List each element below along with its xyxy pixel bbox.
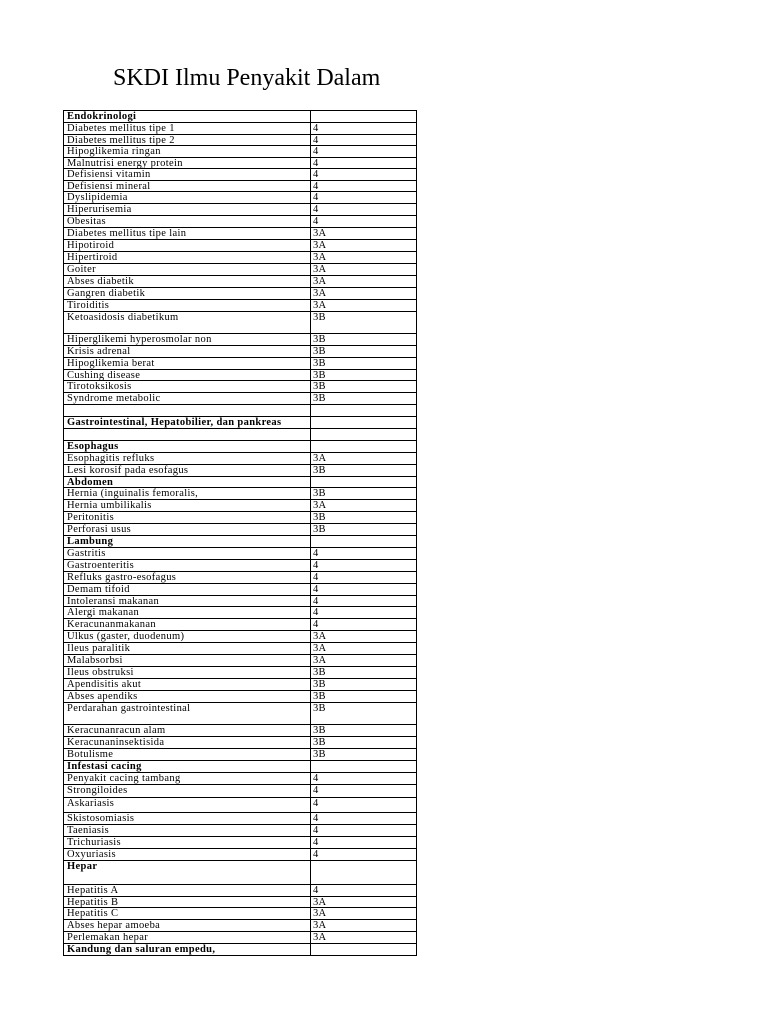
table-row [64, 380, 416, 392]
disease-name-cell: Botulisme [64, 749, 311, 760]
competency-level-cell: 3A [313, 252, 327, 263]
competency-level-cell: 3A [313, 920, 327, 931]
competency-level-cell: 3A [313, 631, 327, 642]
disease-name-cell: Syndrome metabolic [64, 393, 311, 404]
competency-level-cell: 3A [313, 655, 327, 666]
empty-row [64, 428, 416, 440]
page-title: SKDI Ilmu Penyakit Dalam [113, 65, 381, 91]
competency-level-cell: 4 [313, 619, 319, 630]
table-row [64, 157, 416, 168]
table-row [64, 772, 416, 784]
empty-row [64, 404, 416, 416]
disease-name-cell: Diabetes mellitus tipe 1 [64, 123, 311, 134]
competency-level-cell [311, 429, 416, 440]
competency-level-cell: 3B [313, 679, 326, 690]
competency-level-cell: 3A [313, 240, 327, 251]
disease-name-cell: Gastroenteritis [64, 560, 311, 571]
competency-level-cell: 3A [313, 897, 327, 907]
section-header-row [64, 440, 416, 452]
competency-level-cell: 4 [313, 584, 319, 595]
disease-name-cell: Abses apendiks [64, 691, 311, 702]
competency-level-cell: 3B [313, 488, 326, 499]
table-row [64, 180, 416, 191]
competency-level-cell: 3B [313, 512, 326, 523]
disease-name-cell: Hipoglikemia ringan [64, 146, 311, 157]
table-row [64, 275, 416, 287]
disease-name-cell: Peritonitis [64, 512, 311, 523]
competency-level-cell: 3B [313, 667, 326, 678]
section-header-row [64, 943, 416, 955]
table-row [64, 227, 416, 239]
disease-name-cell: Krisis adrenal [64, 346, 311, 357]
disease-name-cell: Esophagitis refluks [64, 453, 311, 464]
competency-level-cell [311, 536, 416, 547]
table-row [64, 487, 416, 499]
disease-name-cell: Hepatitis A [64, 885, 311, 896]
competency-level-cell: 3A [313, 276, 327, 287]
section-title: Esophagus [64, 441, 311, 452]
disease-name-cell: Cushing disease [64, 370, 311, 380]
competency-level-cell: 3B [313, 370, 326, 380]
competency-level-cell: 3B [313, 346, 326, 357]
competency-level-cell: 4 [313, 785, 319, 796]
table-row [64, 907, 416, 919]
table-row [64, 812, 416, 824]
competency-level-cell [311, 477, 416, 487]
competency-level-cell [311, 441, 416, 452]
disease-name-cell: Ulkus (gaster, duodenum) [64, 631, 311, 642]
table-row [64, 311, 416, 333]
table-row [64, 606, 416, 618]
table-row [64, 357, 416, 369]
section-header-row [64, 860, 416, 884]
table-row [64, 559, 416, 571]
competency-level-cell: 4 [313, 849, 319, 860]
section-header-row [64, 416, 416, 428]
competency-level-cell: 3A [313, 500, 327, 511]
table-row [64, 654, 416, 666]
table-row [64, 702, 416, 724]
table-row [64, 369, 416, 380]
disease-name-cell: Hernia umbilikalis [64, 500, 311, 511]
section-title: Abdomen [64, 477, 311, 487]
competency-level-cell [311, 861, 416, 884]
competency-level-cell: 3B [313, 381, 326, 392]
disease-name-cell: Lesi korosif pada esofagus [64, 465, 311, 476]
disease-name-cell: Apendisitis akut [64, 679, 311, 690]
competency-level-cell: 3A [313, 453, 327, 464]
table-row [64, 666, 416, 678]
competency-level-cell: 4 [313, 572, 319, 583]
competency-table [63, 110, 417, 956]
disease-name-cell: Hepatitis C [64, 908, 311, 919]
competency-level-cell: 4 [313, 169, 319, 180]
disease-name-cell: Abses hepar amoeba [64, 920, 311, 931]
disease-name-cell: Hepatitis B [64, 897, 311, 907]
disease-name-cell: Refluks gastro-esofagus [64, 572, 311, 583]
competency-level-cell: 4 [313, 560, 319, 571]
disease-name-cell: Demam tifoid [64, 584, 311, 595]
competency-level-cell [311, 417, 416, 428]
disease-name-cell: Ileus paralitik [64, 643, 311, 654]
disease-name-cell: Trichuriasis [64, 837, 311, 848]
section-title: Infestasi cacing [64, 761, 311, 772]
competency-level-cell: 3A [313, 643, 327, 654]
section-header-row [64, 760, 416, 772]
table-row [64, 784, 416, 797]
disease-name-cell: Dyslipidemia [64, 192, 311, 203]
table-row [64, 134, 416, 145]
disease-name-cell: Keracunanracun alam [64, 725, 311, 736]
table-row [64, 203, 416, 215]
section-header-row [64, 111, 416, 122]
competency-level-cell [311, 944, 416, 955]
disease-name-cell: Tiroiditis [64, 300, 311, 311]
disease-name-cell: Penyakit cacing tambang [64, 773, 311, 784]
disease-name-cell: Defisiensi vitamin [64, 169, 311, 180]
table-row [64, 239, 416, 251]
table-row [64, 583, 416, 595]
table-row [64, 523, 416, 535]
table-row [64, 919, 416, 931]
table-row [64, 499, 416, 511]
table-row [64, 824, 416, 836]
table-row [64, 642, 416, 654]
competency-level-cell: 3B [313, 465, 326, 476]
table-row [64, 452, 416, 464]
competency-level-cell [311, 761, 416, 772]
disease-name-cell: Oxyuriasis [64, 849, 311, 860]
table-row [64, 848, 416, 860]
competency-level-cell: 4 [313, 773, 319, 784]
competency-level-cell: 4 [313, 596, 319, 606]
competency-level-cell [311, 111, 416, 122]
table-row [64, 724, 416, 736]
competency-level-cell: 4 [313, 216, 319, 227]
section-title: Hepar [64, 861, 311, 884]
disease-name-cell: Intoleransi makanan [64, 596, 311, 606]
competency-level-cell: 4 [313, 548, 319, 559]
table-row [64, 736, 416, 748]
disease-name-cell: Tirotoksikosis [64, 381, 311, 392]
table-row [64, 595, 416, 606]
disease-name-cell: Malabsorbsi [64, 655, 311, 666]
disease-name-cell: Hipertiroid [64, 252, 311, 263]
competency-level-cell: 4 [313, 135, 319, 145]
competency-level-cell: 3B [313, 312, 326, 323]
competency-level-cell: 4 [313, 813, 319, 824]
table-row [64, 345, 416, 357]
disease-name-cell: Keracunanmakanan [64, 619, 311, 630]
competency-level-cell: 4 [313, 825, 319, 836]
competency-level-cell: 3A [313, 228, 327, 239]
competency-level-cell: 4 [313, 607, 319, 618]
competency-level-cell: 4 [313, 181, 319, 191]
competency-level-cell: 4 [313, 123, 319, 134]
table-row [64, 333, 416, 345]
table-row [64, 215, 416, 227]
table-row [64, 618, 416, 630]
section-header-row [64, 535, 416, 547]
table-row [64, 884, 416, 896]
disease-name-cell: Obesitas [64, 216, 311, 227]
section-title: Endokrinologi [64, 111, 311, 122]
competency-level-cell: 4 [313, 885, 319, 896]
disease-name-cell: Gastritis [64, 548, 311, 559]
section-title: Kandung dan saluran empedu, [64, 944, 311, 955]
disease-name-cell: Hipotiroid [64, 240, 311, 251]
competency-level-cell: 3B [313, 749, 326, 760]
competency-level-cell: 4 [313, 158, 319, 168]
competency-level-cell [311, 405, 416, 416]
competency-level-cell: 3B [313, 358, 326, 369]
table-row [64, 122, 416, 134]
table-row [64, 464, 416, 476]
disease-name-cell: Askariasis [64, 798, 311, 812]
table-row [64, 836, 416, 848]
table-row [64, 630, 416, 642]
table-row [64, 748, 416, 760]
table-row [64, 511, 416, 523]
competency-level-cell: 3A [313, 288, 327, 299]
disease-name-cell: Goiter [64, 264, 311, 275]
table-row [64, 251, 416, 263]
disease-name-cell: Malnutrisi energy protein [64, 158, 311, 168]
table-row [64, 896, 416, 907]
disease-name-cell: Gangren diabetik [64, 288, 311, 299]
disease-name-cell: Hipoglikemia berat [64, 358, 311, 369]
disease-name-cell [64, 405, 311, 416]
disease-name-cell: Alergi makanan [64, 607, 311, 618]
disease-name-cell: Diabetes mellitus tipe 2 [64, 135, 311, 145]
table-row [64, 931, 416, 943]
disease-name-cell: Ketoasidosis diabetikum [64, 312, 311, 333]
competency-level-cell: 4 [313, 798, 319, 809]
disease-name-cell: Keracunaninsektisida [64, 737, 311, 748]
competency-level-cell: 3B [313, 703, 326, 714]
competency-level-cell: 3B [313, 725, 326, 736]
table-row [64, 797, 416, 812]
section-title: Gastrointestinal, Hepatobilier, dan pankreas [64, 417, 311, 428]
competency-level-cell: 3B [313, 524, 326, 535]
competency-level-cell: 4 [313, 146, 319, 157]
competency-level-cell: 3A [313, 300, 327, 311]
table-row [64, 571, 416, 583]
table-row [64, 392, 416, 404]
competency-level-cell: 3B [313, 334, 326, 345]
competency-level-cell: 3B [313, 393, 326, 404]
table-row [64, 287, 416, 299]
disease-name-cell: Hiperurisemia [64, 204, 311, 215]
disease-name-cell: Skistosomiasis [64, 813, 311, 824]
disease-name-cell [64, 429, 311, 440]
competency-level-cell: 4 [313, 837, 319, 848]
table-row [64, 547, 416, 559]
table-row [64, 690, 416, 702]
disease-name-cell: Perdarahan gastrointestinal [64, 703, 311, 724]
disease-name-cell: Perlemakan hepar [64, 932, 311, 943]
disease-name-cell: Taeniasis [64, 825, 311, 836]
section-header-row [64, 476, 416, 487]
table-row [64, 678, 416, 690]
section-title: Lambung [64, 536, 311, 547]
disease-name-cell: Abses diabetik [64, 276, 311, 287]
competency-level-cell: 4 [313, 204, 319, 215]
disease-name-cell: Ileus obstruksi [64, 667, 311, 678]
competency-level-cell: 4 [313, 192, 319, 203]
table-row [64, 299, 416, 311]
competency-level-cell: 3B [313, 737, 326, 748]
disease-name-cell: Hiperglikemi hyperosmolar non [64, 334, 311, 345]
disease-name-cell: Hernia (inguinalis femoralis, [64, 488, 311, 499]
table-row [64, 191, 416, 203]
competency-level-cell: 3A [313, 908, 327, 919]
disease-name-cell: Strongiloides [64, 785, 311, 797]
disease-name-cell: Defisiensi mineral [64, 181, 311, 191]
competency-level-cell: 3B [313, 691, 326, 702]
disease-name-cell: Perforasi usus [64, 524, 311, 535]
table-row [64, 145, 416, 157]
competency-level-cell: 3A [313, 932, 327, 943]
table-row [64, 263, 416, 275]
disease-name-cell: Diabetes mellitus tipe lain [64, 228, 311, 239]
competency-level-cell: 3A [313, 264, 327, 275]
table-row [64, 168, 416, 180]
